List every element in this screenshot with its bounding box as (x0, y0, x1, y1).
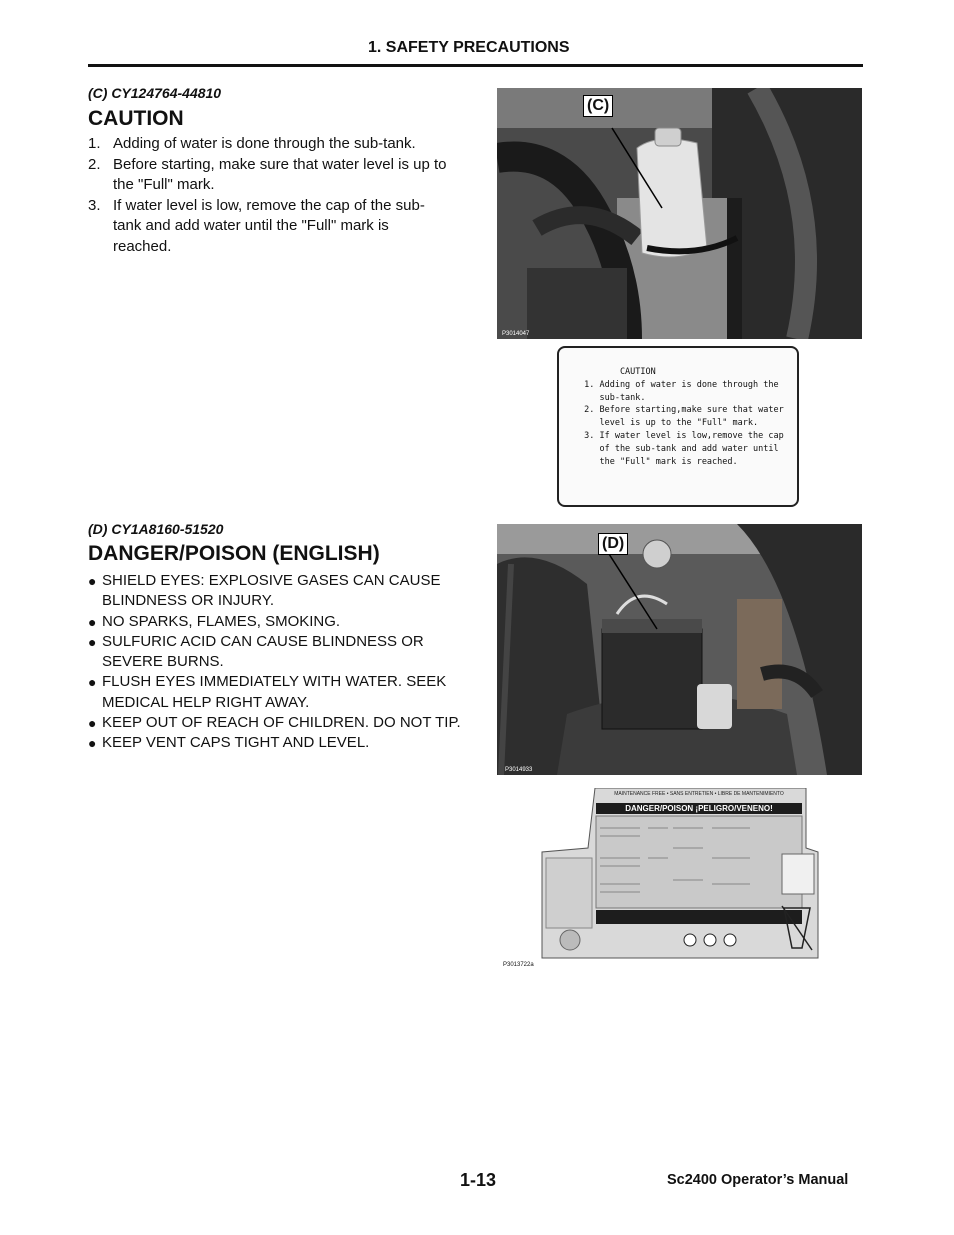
page-header-title: 1. SAFETY PRECAUTIONS (368, 39, 570, 56)
item-text: If water level is low, remove the cap of the sub-tank and add water until the "Full" mark is reached. (113, 196, 425, 255)
item-text: Adding of water is done through the sub-tank. (113, 135, 416, 152)
decal-image-code: P3013722a (503, 962, 534, 968)
item-text: NO SPARKS, FLAMES, SMOKING. (102, 612, 341, 630)
header-divider (88, 64, 863, 67)
bullet-icon: ● (88, 674, 97, 691)
list-item (88, 733, 468, 753)
caution-decal (557, 346, 799, 507)
item-text: KEEP VENT CAPS TIGHT AND LEVEL. (102, 734, 370, 752)
item-number: 1. (88, 135, 101, 152)
item-text: SHIELD EYES: EXPLOSIVE GASES CAN CAUSE BLINDNESS OR INJURY. (102, 572, 441, 610)
danger-list (88, 571, 468, 754)
bullet-icon: ● (88, 735, 97, 752)
item-text: SULFURIC ACID CAN CAUSE BLINDNESS OR SEVERE BURNS. (102, 632, 424, 671)
photo-code-c: P3014047 (502, 331, 530, 337)
decal-maintenance-free-text: MAINTENANCE FREE • SANS ENTRETIEN • LIBRE DE MANTENIMIENTO (614, 791, 784, 797)
item-text: KEEP OUT OF REACH OF CHILDREN. DO NOT TIP. (102, 714, 461, 732)
list-item (88, 713, 468, 733)
item-number: 3. (88, 196, 101, 214)
item-text: FLUSH EYES IMMEDIATELY WITH WATER. SEEK MEDICAL HELP RIGHT AWAY. (102, 673, 447, 711)
caution-decal-text: CAUTION 1. Adding of water is done through the sub-tank. 2. Before starting,make sure that water level is up to the "Full" mark. 3. If water level is low,remove the cap of the sub-tank and add water until the "Full" mark is reached. (584, 367, 784, 467)
section-d-code: (D) CY1A8160-51520 (88, 521, 224, 537)
item-number: 2. (88, 155, 101, 173)
section-c-heading: CAUTION (88, 107, 184, 130)
bullet-icon: ● (88, 715, 97, 732)
list-item (88, 672, 468, 713)
section-d-heading: DANGER/POISON (ENGLISH) (88, 542, 380, 565)
bullet-icon: ● (88, 613, 97, 630)
manual-title: Sc2400 Operator’s Manual (667, 1172, 849, 1188)
caution-list (88, 134, 448, 257)
item-text: Before starting, make sure that water level is up to the "Full" mark. (113, 155, 447, 193)
list-item (88, 134, 448, 155)
photo-label-c: (C) (583, 95, 613, 117)
list-item (88, 612, 468, 632)
list-item (88, 196, 448, 258)
list-item (88, 571, 468, 612)
bullet-icon: ● (88, 573, 97, 589)
page-number: 1-13 (460, 1170, 497, 1190)
section-c-code: (C) CY124764-44810 (88, 85, 222, 101)
photo-label-d: (D) (598, 533, 628, 555)
engine-bay-photo (497, 88, 862, 339)
list-item (88, 155, 448, 196)
list-item (88, 632, 468, 673)
decal-danger-banner: DANGER/POISON ¡PELIGRO/VENENO! (596, 803, 802, 814)
bullet-icon: ● (88, 633, 97, 650)
photo-code-d: P3014933 (505, 767, 533, 773)
battery-photo (497, 524, 862, 775)
